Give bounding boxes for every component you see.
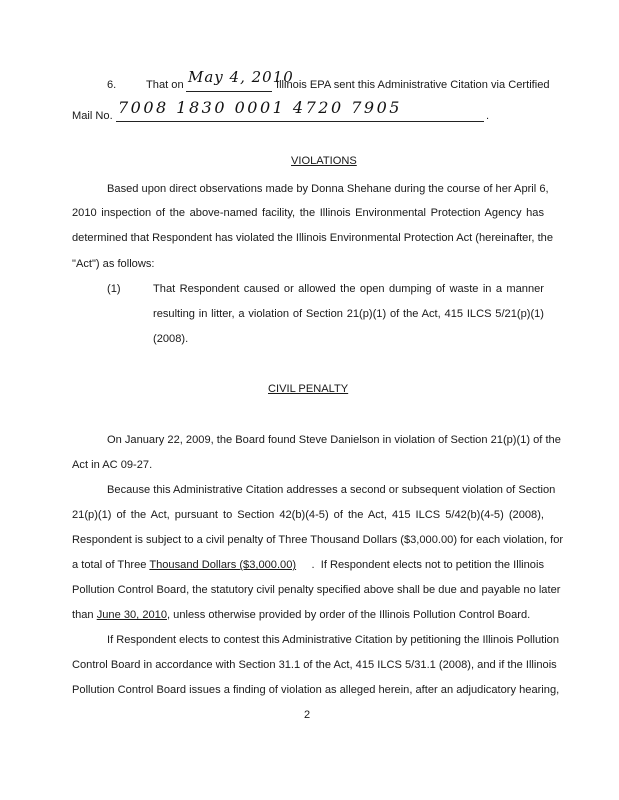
total-prefix: a total of Three: [72, 559, 150, 571]
handwritten-date: May 4, 2010: [188, 68, 294, 86]
penalty-p2-line-4: [72, 558, 544, 572]
total-suffix: . If Respondent elects not to petition the Illinois: [311, 559, 544, 571]
para6-rest: Illinois EPA sent this Administrative Citation via Certified: [276, 79, 550, 91]
violations-line-4: "Act") as follows:: [72, 258, 155, 270]
penalty-p1-line-2: Act in AC 09-27.: [72, 459, 153, 471]
due-prefix: than: [72, 609, 97, 621]
penalty-p3-line-1: If Respondent elects to contest this Administrative Citation by petitioning the Illinois Pollution: [107, 634, 560, 646]
penalty-p1-line-1: On January 22, 2009, the Board found Steve Danielson in violation of Section 21(p)(1) of the: [107, 434, 561, 446]
item-number: (1): [107, 283, 121, 295]
penalty-p2-line-5: Pollution Control Board, the statutory civil penalty specified above shall be due and payable no later: [72, 584, 561, 596]
mail-label: Mail No.: [72, 110, 113, 122]
due-date: June 30, 2010: [96, 609, 168, 621]
mail-number-underline: [116, 121, 484, 122]
violations-line-2: 2010 inspection of the above-named facility, the Illinois Environmental Protection Agency has: [72, 207, 544, 219]
date-underline: [186, 91, 272, 92]
penalty-p2-line-2: 21(p)(1) of the Act, pursuant to Section 42(b)(4-5) of the Act, 415 ILCS 5/42(b)(4-5) (2008),: [72, 509, 544, 521]
item-line-2: resulting in litter, a violation of Section 21(p)(1) of the Act, 415 ILCS 5/21(p)(1): [153, 308, 544, 320]
item-line-3: (2008).: [153, 333, 189, 345]
civil-penalty-heading: CIVIL PENALTY: [268, 383, 349, 395]
handwritten-mail-number: 7008 1830 0001 4720 7905: [118, 98, 402, 117]
total-amount: Thousand Dollars ($3,000.00): [149, 559, 297, 571]
para6-number: 6.: [107, 79, 117, 91]
mail-end-period: .: [486, 110, 490, 122]
penalty-p2-line-1: Because this Administrative Citation addresses a second or subsequent violation of Section: [107, 484, 556, 496]
due-suffix: , unless otherwise provided by order of the Illinois Pollution Control Board.: [167, 609, 531, 621]
penalty-p2-line-3: Respondent is subject to a civil penalty of Three Thousand Dollars ($3,000.00) for each violation, for: [72, 534, 564, 546]
violations-line-1: Based upon direct observations made by Donna Shehane during the course of her April 6,: [107, 183, 549, 195]
penalty-p2-line-6: [72, 608, 530, 622]
violations-line-3: determined that Respondent has violated the Illinois Environmental Protection Act (hereinafter, the: [72, 232, 554, 244]
para6-lead: That on: [146, 79, 184, 91]
penalty-p3-line-2: Control Board in accordance with Section 31.1 of the Act, 415 ILCS 5/31.1 (2008), and if the Illinois: [72, 659, 557, 671]
item-line-1: That Respondent caused or allowed the open dumping of waste in a manner: [153, 283, 544, 295]
penalty-p3-line-3: Pollution Control Board issues a finding of violation as alleged herein, after an adjudicatory hearing,: [72, 684, 560, 696]
violations-heading: VIOLATIONS: [291, 155, 357, 167]
page-number: 2: [304, 709, 311, 721]
